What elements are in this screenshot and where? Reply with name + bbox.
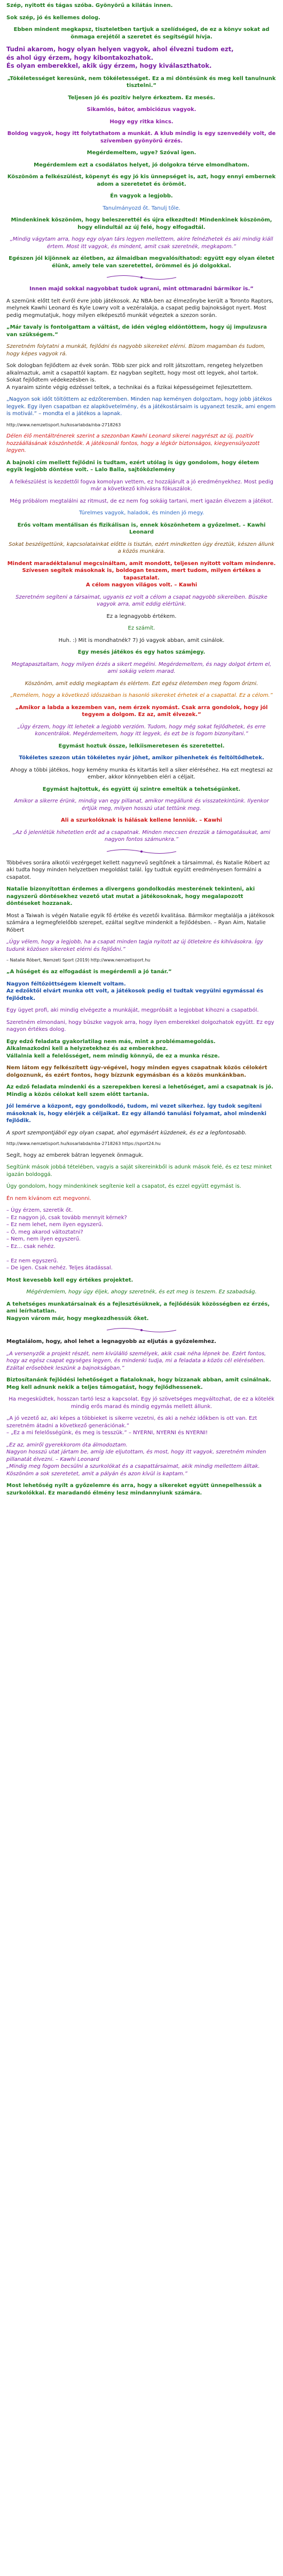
text-block: Segít, hogy az emberek bátran legyenek önmaguk. [6, 1152, 144, 1158]
text-block: Megtapasztaltam, hogy milyen érzés a sikert megélni. Megérdemeltem, és nagy dolgot értem el, ami sokáig velem marad. [11, 661, 272, 675]
text-block: Boldog vagyok, hogy itt folytathatom a munkát. A klub mindig is egy szenvedély volt, de szívemben gyönyörű érzés. [7, 131, 276, 144]
text-block: „Mindig vágytam arra, hogy egy olyan társ legyen mellettem, akire felnézhetek és aki mindig kiáll értem. Most itt vagyok, és mindent, amit csak szeretnék, megkapom.” [10, 236, 273, 250]
text-block: Sok dologban fejlődtem az évek során. Több szer pick and rollt játszottam, rengeteg helyzetben alkalmaztuk, amit a csapattól kaptam. Ez nagyban segített, hogy most ott legyek, ahol tartok. Sokat fejlődtem védekezésben is. A nyaraim szinte végig edzéssel teltek, a technikai és a fizikai képességeimet fejlesztettem. [6, 363, 263, 391]
text-block: Én nem kívánom ezt megvonni. [6, 1195, 91, 1202]
text-block: „Már tavaly is fontolgattam a váltást, de idén végleg eldöntöttem, hogy új impulzusra van szükségem.” [6, 324, 267, 338]
text-block: Túrelmes vagyok, haladok, és minden jó megy. [79, 510, 204, 516]
text-block: Hogy egy ritka kincs. [109, 118, 174, 125]
text-block: Mindent maradéktalanul megcsináltam, amit mondott, teljesen nyitott voltam mindenre. Szívesen segítek másoknak is, boldogan teszem, mert tudom, milyen értékes a tapasztalat. A célom nagyon világos volt. – Kawhi [7, 560, 276, 589]
text-block: Ez számít. [128, 625, 155, 632]
text-block: „Ez az, amiről gyerekkorom óta álmodoztam. Nagyon hosszú utat jártam be, amíg ide eljutottam, és most, hogy itt vagyok, szeretném minden pillanatát élvezni. – Kawhi Leonard „Mindig meg fogom becsülni a szurkolókat és a csapattársaimat, akik mindig mellettem álltak. Köszönöm a sok szeretetet, amit a pályán és azon kívül is kaptam.” [6, 1442, 266, 1477]
text-block: Nem látom egy felkészített ügy-végével, hogy minden egyes csapatnak közös célokért dolgoznunk, és ezért fontos, hogy bízzunk egymásban és a közös munkánkban. [6, 1065, 268, 1078]
text-block: Egymást hoztuk össze, lelkiismeretesen és szeretettel. [58, 743, 225, 749]
text-block: Egészen jól kijönnek az életben, az álmaidban megvalósíthatod: együtt egy olyan életet élünk, amely tele van szeretettel, örömmel és jó dolgokkal. [9, 256, 274, 269]
decorative-flourish-icon [104, 849, 179, 854]
text-block: Egy ügyet profi, aki mindig elvégezte a munkáját, megpróbált a legjobbat kihozni a csapatból. [6, 1007, 259, 1014]
text-block: http://www.nemzetisport.hu/kosarlabda/nba-2718263 [6, 422, 121, 427]
text-block: Szeretném segíteni a társaimat, ugyanis ez volt a célom a csapat nagyobb sikereiben. Büszke vagyok arra, amit eddig elértünk. [15, 594, 268, 608]
text-block: Köszönöm a felkészülést, köpenyt és egy jó kis ünnepséget is, azt, hogy ennyi embernek adom a szeretetet és örömöt. [7, 174, 276, 187]
text-block: Ali a szurkolóknak is hálásak kellene lenniük. – Kawhi [61, 817, 222, 824]
text-block: „A versenyzők a projekt részét, nem kívülálló személyek, akik csak néha lépnek be. Ezért fontos, hogy az egész csapat egységes legyen, és mindenki tudja, mi a feladata a közös cél elérésében. Ezáltal erősebbek leszünk a bajnokságban.” [6, 1350, 266, 1371]
text-block: Én vagyok a legjobb. [110, 193, 173, 200]
text-block: „Nagyon sok időt töltöttem az edzőteremben. Minden nap keményen dolgoztam, hogy jobb játékos legyek. Egy ilyen csapatban ez alapkövetelmény, és a játékostársaim is ugyanezt teszik, ami engem is motivál.” – mondta el a játékos a lapnak. [6, 396, 276, 417]
text-block: A szemünk előtt telt évről évre jobb játékosok. Az NBA-ben az élmezőnybe került a Toronto Raptors, melynek Kawhi Leonard és Kyle Lowry volt a vezéralakja, a csapat pedig bajnokságot nyert. Most pedig megmutatjuk, hogy milyen elképesztő munkát végeztek a szezon során. [6, 298, 273, 319]
text-block: Tökéletes szezon után tökéletes nyár jöhet, amikor pihenhetek és feltöltődhetek. [19, 755, 264, 761]
text-block: Natalie bizonyítottan érdemes a divergens gondolkodás mesterének tekinteni, aki nagyszerű döntésekhez vezető utat mutat a játékosoknak, hogy megalapozott döntéseket hozzanak. [6, 886, 255, 907]
text-block: Innen majd sokkal nagyobbat tudok ugrani, mint ottmaradni bármikor is.” [29, 286, 254, 292]
text-block: Délen élő mentáltrénerek szerint a szezonban Kawhi Leonard sikerei nagyrészt az új, pozitív hozzáállásának köszönhetők. A játékosnál fontos, hogy a légkör biztonságos, kiegyensúlyozott legyen. [6, 433, 260, 454]
text-block: Megtalálom, hogy, ahol lehet a legnagyobb az eljutás a győzelemhez. [6, 1339, 216, 1345]
text-block: Sok szép, jó és kellemes dolog. [6, 14, 100, 21]
text-block: Többéves sorára alkotói vezérgeget kellett nagynevű segítőnek a társaimmal, és Natalie Róbert az aki tudta hogy minden helyzetben megoldást talál. Így tudtuk együtt eredményesen formálni a csapatot. [6, 860, 270, 880]
text-block: Tanulmányozd őt. Tanulj tőle. [103, 205, 180, 211]
text-block: Tudni akarom, hogy olyan helyen vagyok, ahol élvezni tudom ezt, és ahol úgy érzem, hogy kibontakozhatok. És olyan emberekkel, akik úgy érzem, hogy kiválaszthatok. [6, 45, 234, 70]
text-block: Most lehetőség nyílt a győzelemre és arra, hogy a sikereket együtt ünnepelhessük a szurkolókkal. Ez maradandó élmény lesz mindannyiunk számára. [6, 1483, 262, 1496]
text-block: Megérdemeltem, ugye? Szóval igen. [87, 150, 196, 156]
decorative-flourish-icon [104, 275, 179, 280]
text-block: Ez a legnagyobb értékem. [106, 613, 177, 619]
decorative-flourish-icon [104, 1327, 179, 1333]
text-block: „A jó vezető az, aki képes a többieket is sikerre vezetni, és aki a nehéz időkben is ott van. Ezt szeretném átadni a következő generációnak.” – „Ez a mi felelősségünk, és meg is tesszük.” – NYERNI, NYERNI és NYERNI! [6, 1416, 257, 1436]
text-block: „Remélem, hogy a következő időszakban is hasonló sikereket érhetek el a csapattal. Ez a célom.” [10, 693, 273, 699]
text-block: Mindenkinek köszönöm, hogy beleszerettél és újra elkezdted! Mindenkinek köszönöm, hogy elindultál az új felé, hogy elfogadtál. [11, 217, 272, 230]
text-block: Szeretném elmondani, hogy büszke vagyok arra, hogy ilyen emberekkel dolgozhatok együtt. Ez egy nagyon értékes dolog. [6, 1019, 274, 1033]
text-block: A felkészülést is kezdettől fogva komolyan vettem, ez hozzájárult a jó eredményekhez. Most pedig már a következő kihívásra fókuszálok. [10, 479, 273, 492]
text-block: Segítünk mások jobbá tételében, vagyis a saját sikereinkből is adunk mások felé, és ez tesz minket igazán boldoggá. [6, 1164, 272, 1178]
text-block: „Az ő jelenlétük hihetetlen erőt ad a csapatnak. Minden meccsen érezzük a támogatásukat, ami nagyon fontos számunkra.” [12, 829, 271, 843]
text-block: – Úgy érzem, szeretik őt. – Ez nagyon jó, csak tovább mennyit kérnek? – Ez nem lehet, nem ilyen egyszerű. – Ő, meg akarod változtatni? – Nem, nem ilyen egyszerű. – Ez... csak nehéz. – Ez nem egyszerű. – De igen. Csak nehéz. Teljes átadással. [6, 1207, 127, 1271]
text-block: „Úgy érzem, hogy itt lehetek a legjobb verzióm. Tudom, hogy még sokat fejlődhetek, és erre koncentrálok. Megérdemeltem, hogy itt legyek, és ezt be is fogom bizonyítani.” [17, 723, 266, 737]
text-block: A bajnoki cím mellett fejlődni is tudtam, ezért utólag is úgy gondolom, hogy életem egyik legjobb döntése volt. – Lalo Balla, sajtóközlemény [6, 459, 260, 473]
text-block: Sikamlós, bátor, ambiciózus vagyok. [87, 107, 196, 113]
text-block: Ha megesküdtek, hosszan tartó lesz a kapcsolat. Egy jó szövetséges megváltozhat, de ez a kötelék mindig erős marad és mindig egymás mellett állunk. [9, 1396, 274, 1410]
text-block: Szép, nyitott és tágas szóba. Gyönyörű a kilátás innen. [6, 3, 173, 9]
text-block: Ahogy a többi játékos, hogy kemény munka és kitartás kell a siker eléréséhez. Ha ezt megteszi az ember, akkor könnyebben eléri a céljait. [10, 767, 273, 781]
text-block: „A hűséget és az elfogadást is megérdemli a jó tanár.” [6, 969, 172, 975]
text-block: Biztosítanánk fejlődési lehetőséget a fiataloknak, hogy bízzanak abban, amit csinálnak. Meg kell adnunk nekik a teljes támogatást, hogy fejlődhessenek. [6, 1377, 271, 1390]
text-block: Még próbálom megtalálni az ritmust, de ez nem fog sokáig tartani, mert igazán élvezem a játékot. [10, 498, 273, 504]
text-block: „Úgy vélem, hogy a legjobb, ha a csapat minden tagja nyitott az új ötletekre és kihívásokra. Így tudunk közösen sikereket elérni és fejlődni.” [6, 939, 263, 952]
text-block: Mégérdemlem, hogy úgy éljek, ahogy szeretnék, és ezt meg is teszem. Ez szabadság. [26, 1289, 257, 1295]
text-block: Köszönöm, amit eddig megkaptam és elértem. Ezt egész életemben meg fogom őrizni. [25, 680, 258, 687]
text-block: Egymást hajtottuk, és együtt új szintre emeltük a tehetségünket. [42, 786, 241, 792]
text-block: Nagyon féltőzöttségem kiemelt voltam. Az edzőktől elvárt munka ott volt, a játékosok pedig el tudtak vegyülni egymással és fejlődtek. [6, 981, 264, 1001]
text-block: Az edző feladata mindenki és a szerepekben keresi a lehetőséget, ami a csapatnak is jó. Mindig a közös célokat kell szem előtt tartania. [6, 1084, 273, 1098]
text-block: http://www.nemzetisport.hu/kosarlabda/nba-2718263 https://sport24.hu [6, 1141, 161, 1147]
text-block: A sport szempontjából egy olyan csapat, ahol egymásért küzdenek, és ez a legfontosabb. [6, 1130, 247, 1136]
text-block: A tehetséges munkatársainak és a fejlesztésüknek, a fejlődésük közösségben ez érzés, ami leírhatatlan. Nagyon várom már, hogy megkezdhessük őket. [6, 1301, 270, 1322]
text-block: „Tökéletességet keresünk, nem tökéletességet. Ez a mi döntésünk és meg kell tanulnunk tisztelni.” [7, 75, 276, 89]
text-block: Szeretném folytatni a munkát, fejlődni és nagyobb sikereket elérni. Bízom magamban és tudom, hogy képes vagyok rá. [6, 344, 266, 357]
text-block: „Amikor a labda a kezemben van, nem érzek nyomást. Csak arra gondolok, hogy jól tegyem a dolgom. Ez az, amit élvezek.” [15, 704, 268, 718]
text-block: Erős voltam mentálisan és fizikálisan is, ennek köszönhetem a győzelmet. – Kawhi Leonard [17, 522, 266, 536]
text-block: Huh. :) Mit is mondhatnék? 7) Jó vagyok abban, amit csinálok. [58, 637, 225, 643]
text-block: Ebben mindent megkapsz, tiszteletben tartjuk a szelídséged, de ez a könyv sokat ad önmaga erejétől a szeretet és segítségül hívja. [13, 27, 270, 40]
text-block: Egy mesés játékos és egy hatos számjegy. [77, 649, 206, 656]
text-block: Most kevesebb kell egy értékes projektet. [6, 1277, 133, 1283]
text-block: – Natalie Róbert, Nemzeti Sport (2019) http://www.nemzetisport.hu [6, 958, 151, 963]
text-block: Sokat beszélgettünk, kapcsolatainkat előtte is tisztán, ezért mindketten úgy éreztük, készen állunk a közös munkára. [9, 541, 274, 555]
text-block: Teljesen jó és pozitív helyre érkeztem. Ez mesés. [68, 94, 215, 101]
text-block: Úgy gondolom, hogy mindenkinek segítenie kell a csapatot, és ezzel együtt egymást is. [6, 1183, 241, 1190]
text-block: Most a Taiwah is végén Natalie egyik fő értéke és vezetői kvalitása. Bármikor megtalálja a játékosok számára a legmegfelelőbb szerepet, ezáltal segítve mindenkit a fejlődésben. – Ryan Aim, Natalie Róbert [6, 912, 274, 933]
text-block: Amikor a sikerre érünk, mindig van egy pillanat, amikor megállunk és visszatekintünk. Ilyenkor értjük meg, milyen hosszú utat tettünk meg. [14, 798, 269, 812]
text-block: Jól lemérve a központ, egy gondolkodó, tudom, mi vezet sikerhez. Így tudok segíteni másoknak is, hogy elérjék a céljaikat. Ez egy állandó tanulási folyamat, ahol mindenki fejlődik. [6, 1103, 266, 1124]
text-block: Egy edző feladata gyakorlatilag nem más, mint a problémamegoldás. Alkalmazkodni kell a helyzetekhez és az emberekhez. Vállalnia kell a felelősséget, nem mindig könnyű, de ez a munka része. [6, 1038, 220, 1059]
text-block: Megérdemlem ezt a csodálatos helyet, jó dolgokra térve elmondhatom. [34, 162, 249, 168]
